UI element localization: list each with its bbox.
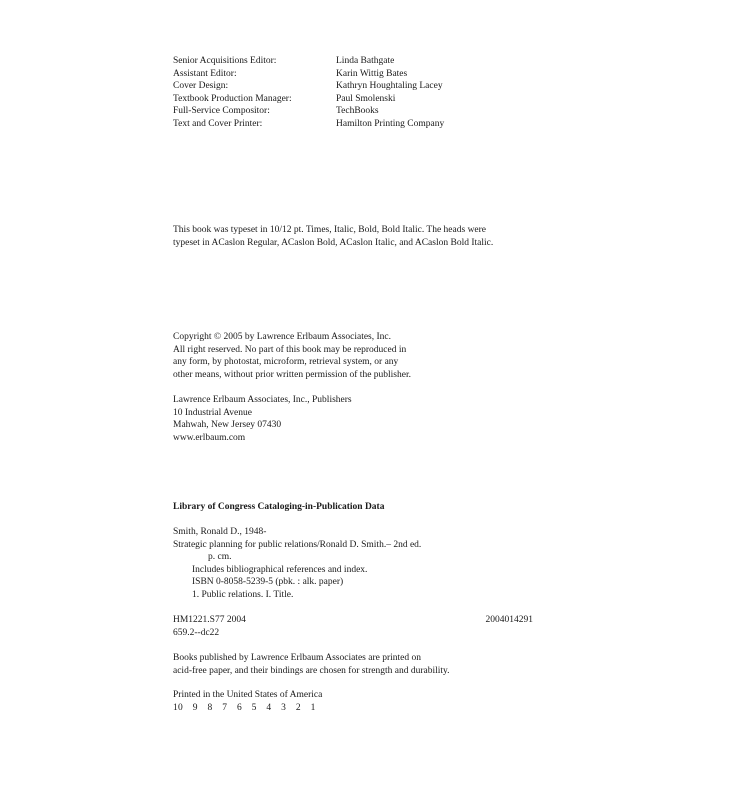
class-row <box>173 627 533 640</box>
cip-author: Smith, Ronald D., 1948- <box>173 527 267 537</box>
typeset-note <box>173 224 493 249</box>
typeset-line: This book was typeset in 10/12 pt. Times, Italic, Bold, Bold Italic. The heads were <box>173 225 487 235</box>
credit-role: Senior Acquisitions Editor: <box>173 56 277 66</box>
publisher-address <box>173 394 352 444</box>
lccn: 2004014291 <box>485 615 533 625</box>
copyright-line: other means, without prior written permission of the publisher. <box>173 369 411 380</box>
cip-isbn: ISBN 0-8058-5239-5 (pbk. : alk. paper) <box>192 577 344 587</box>
credit-role: Text and Cover Printer: <box>173 118 263 129</box>
credit-name: Hamilton Printing Company <box>336 118 445 129</box>
paper-note-line: Books published by Lawrence Erlbaum Associates are printed on <box>173 653 421 663</box>
copyright-line: Copyright © 2005 by Lawrence Erlbaum Associates, Inc. <box>173 332 392 342</box>
copyright-line: any form, by photostat, microform, retrieval system, or any <box>173 357 399 367</box>
credit-row <box>173 105 444 118</box>
credit-row <box>173 93 444 106</box>
credit-role: Full-Service Compositor: <box>173 106 270 116</box>
credit-row <box>173 55 444 68</box>
credit-row <box>173 68 444 81</box>
cip-title: Strategic planning for public relations/Ronald D. Smith.– 2nd ed. <box>173 539 422 550</box>
cip-record <box>173 526 421 601</box>
lc-call-number: HM1221.S77 2004 <box>173 615 246 625</box>
credit-role: Cover Design: <box>173 81 229 91</box>
credit-role: Assistant Editor: <box>173 68 237 79</box>
paper-note-line: acid-free paper, and their bindings are chosen for strength and durability. <box>173 665 450 676</box>
credit-name: TechBooks <box>336 106 379 116</box>
publisher-website: www.erlbaum.com <box>173 432 246 443</box>
cip-classification <box>173 614 533 639</box>
cip-pages: p. cm. <box>208 552 232 562</box>
publisher-city: Mahwah, New Jersey 07430 <box>173 420 282 430</box>
credit-name: Kathryn Houghtaling Lacey <box>336 81 443 91</box>
publisher-street: 10 Industrial Avenue <box>173 407 252 418</box>
cip-heading: Library of Congress Cataloging-in-Publication Data <box>173 502 385 512</box>
publisher-name: Lawrence Erlbaum Associates, Inc., Publishers <box>173 395 352 405</box>
copyright-line: All right reserved. No part of this book may be reproduced in <box>173 344 407 355</box>
credit-name: Linda Bathgate <box>336 56 395 66</box>
paper-note <box>173 652 450 677</box>
credit-row <box>173 80 444 93</box>
cip-subjects: 1. Public relations. I. Title. <box>192 589 294 600</box>
printing-info <box>173 689 322 714</box>
copyright-notice <box>173 331 411 381</box>
dewey-number: 659.2--dc22 <box>173 627 220 638</box>
class-row <box>173 614 533 627</box>
printed-in: Printed in the United States of America <box>173 690 323 700</box>
credit-name: Karin Wittig Bates <box>336 68 408 79</box>
credit-row <box>173 118 444 131</box>
typeset-line: typeset in ACaslon Regular, ACaslon Bold, ACaslon Italic, and ACaslon Bold Italic. <box>173 237 494 248</box>
production-credits <box>173 55 444 130</box>
credit-role: Textbook Production Manager: <box>173 93 292 104</box>
print-line: 10 9 8 7 6 5 4 3 2 1 <box>173 702 316 713</box>
credit-name: Paul Smolenski <box>336 93 396 104</box>
cip-includes: Includes bibliographical references and index. <box>192 564 368 575</box>
